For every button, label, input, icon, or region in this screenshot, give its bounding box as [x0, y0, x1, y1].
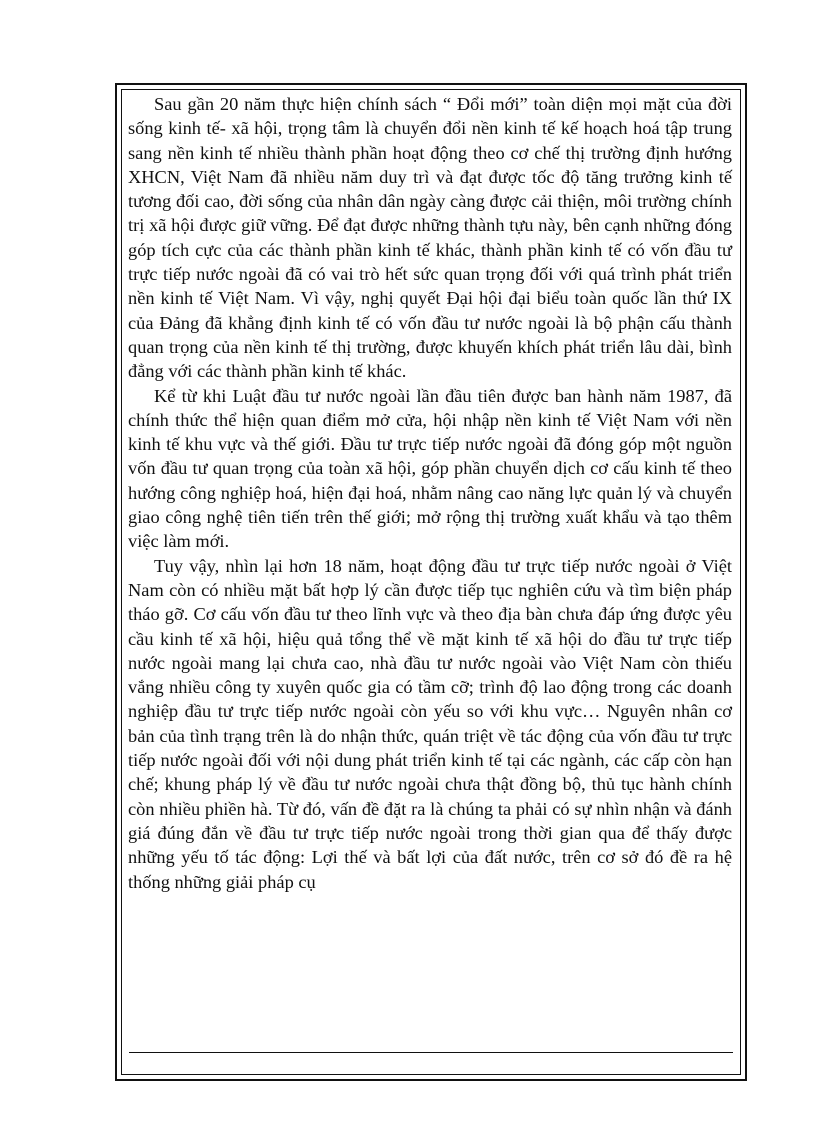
paragraph-investment-law: Kể từ khi Luật đầu tư nước ngoài lần đầu tiên được ban hành năm 1987, đã chính thức thể hiện quan điểm mở cửa, hội nhập nền kinh tế Việt Nam với nền kinh tế khu vực và thế giới. Đầu tư trực tiếp nước ngoài đã đóng góp một nguồn vốn đầu tư quan trọng của toàn xã hội, góp phần chuyển dịch cơ cấu kinh tế theo hướng công nghiệp hoá, hiện đại hoá, nhằm nâng cao năng lực quản lý và chuyển giao công nghệ tiên tiến trên thế giới; mở rộng thị trường xuất khẩu và tạo thêm việc làm mới.	[128, 385, 732, 552]
paragraph-intro: Sau gần 20 năm thực hiện chính sách “ Đổi mới” toàn diện mọi mặt của đời sống kinh tế- xã hội, trọng tâm là chuyển đổi nền kinh tế kế hoạch hoá tập trung sang nền kinh tế nhiều thành phần hoạt động theo cơ chế thị trường định hướng XHCN, Việt Nam đã nhiều năm duy trì và đạt được tốc độ tăng trưởng kinh tế tương đối cao, đời sống của nhân dân ngày càng được cải thiện, môi trường chính trị xã hội được giữ vững. Để đạt được những thành tựu này, bên cạnh những đóng góp tích cực của các thành phần kinh tế khác, thành phần kinh tế có vốn đầu tư trực tiếp nước ngoài đã có vai trò hết sức quan trọng đối với quá trình phát triển nền kinh tế Việt Nam. Vì vậy, nghị quyết Đại hội đại biểu toàn quốc lần thứ IX của Đảng đã khẳng định kinh tế có vốn đầu tư nước ngoài là bộ phận cấu thành quan trọng của nền kinh tế thị trường, được khuyến khích phát triển lâu dài, bình đẳng với các thành phần kinh tế khác.	[128, 94, 732, 382]
document-body	[128, 92, 732, 894]
footer-divider	[129, 1052, 733, 1053]
paragraph-challenges: Tuy vậy, nhìn lại hơn 18 năm, hoạt động đầu tư trực tiếp nước ngoài ở Việt Nam còn có nhiều mặt bất hợp lý cần được tiếp tục nghiên cứu và tìm biện pháp tháo gỡ. Cơ cấu vốn đầu tư theo lĩnh vực và theo địa bàn chưa đáp ứng được yêu cầu kinh tế xã hội, hiệu quả tổng thể về mặt kinh tế xã hội do đầu tư trực tiếp nước ngoài mang lại chưa cao, nhà đầu tư nước ngoài vào Việt Nam còn thiếu vắng nhiều công ty xuyên quốc gia có tầm cỡ; trình độ lao động trong các doanh nghiệp đầu tư trực tiếp nước ngoài còn yếu so với khu vực… Nguyên nhân cơ bản của tình trạng trên là do nhận thức, quán triệt về tác động của vốn đầu tư trực tiếp nước ngoài đối với nội dung phát triển kinh tế tại các ngành, các cấp còn hạn chế; khung pháp lý về đầu tư nước ngoài chưa thật đồng bộ, thủ tục hành chính còn nhiều phiền hà. Từ đó, vấn đề đặt ra là chúng ta phải có sự nhìn nhận và đánh giá đúng đắn về đầu tư trực tiếp nước ngoài trong thời gian qua để thấy được những yếu tố tác động: Lợi thế và bất lợi của đất nước, trên cơ sở đó đề ra hệ thống những giải pháp cụ	[128, 555, 732, 892]
